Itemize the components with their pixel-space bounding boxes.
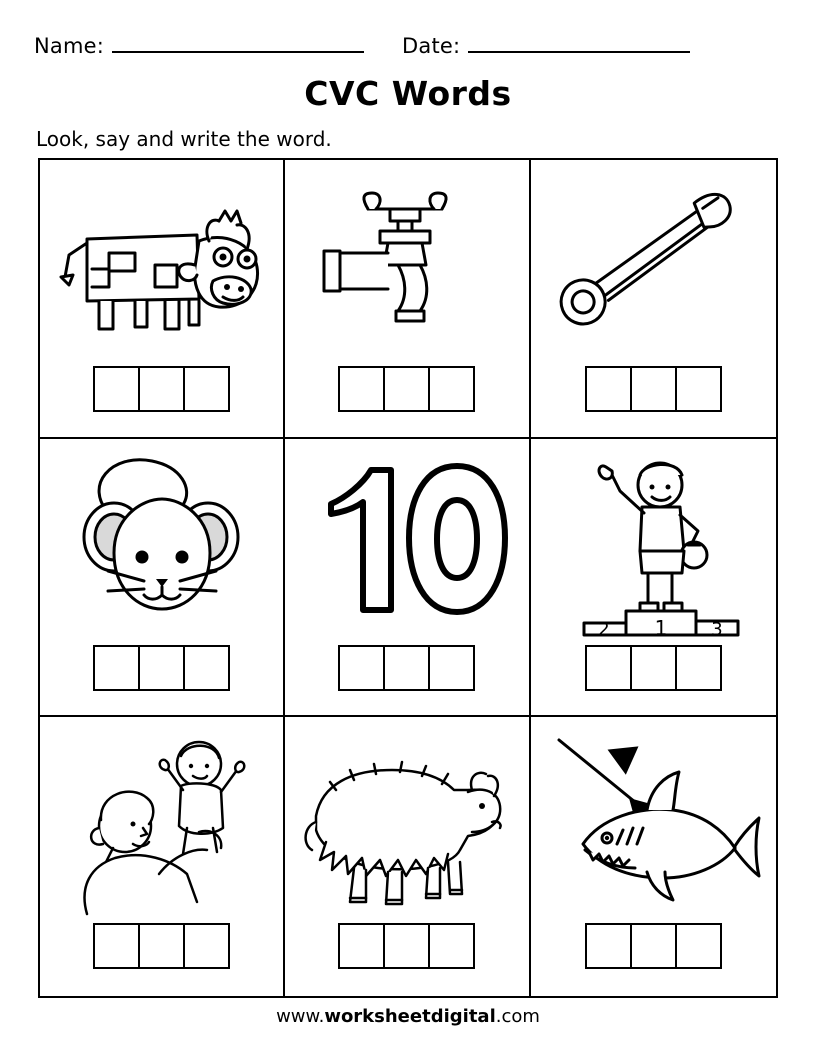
letter-box[interactable] <box>428 366 475 412</box>
letter-box[interactable] <box>338 366 385 412</box>
cow-icon <box>40 164 283 364</box>
letter-box[interactable] <box>585 366 632 412</box>
tap-icon <box>285 164 528 364</box>
letter-boxes <box>338 366 475 412</box>
yak-icon <box>285 721 528 921</box>
letter-box[interactable] <box>93 366 140 412</box>
letter-boxes <box>585 645 722 691</box>
letter-box[interactable] <box>383 645 430 691</box>
name-write-line[interactable] <box>112 50 364 53</box>
instruction-text: Look, say and write the word. <box>36 127 332 151</box>
worksheet-cell-rat <box>40 439 285 718</box>
letter-box[interactable] <box>183 923 230 969</box>
worksheet-cell-ten <box>285 439 530 718</box>
winner-podium-icon <box>531 443 776 643</box>
letter-box[interactable] <box>585 645 632 691</box>
letter-boxes <box>338 923 475 969</box>
letter-box[interactable] <box>428 645 475 691</box>
letter-boxes <box>585 923 722 969</box>
letter-box[interactable] <box>585 923 632 969</box>
footer-suffix: .com <box>495 1006 540 1027</box>
letter-box[interactable] <box>93 645 140 691</box>
mother-and-baby-icon <box>40 721 283 921</box>
footer-brand: worksheetdigital <box>324 1006 496 1027</box>
footer-website <box>0 1006 816 1027</box>
worksheet-cell-tap <box>285 160 530 439</box>
date-write-line[interactable] <box>468 50 690 53</box>
safety-pin-icon <box>531 164 776 364</box>
worksheet-cell-mum <box>40 717 285 996</box>
letter-box[interactable] <box>183 366 230 412</box>
worksheet-cell-fin <box>531 717 776 996</box>
letter-boxes <box>338 645 475 691</box>
letter-box[interactable] <box>675 923 722 969</box>
worksheet-grid <box>38 158 778 998</box>
date-label: Date: <box>402 34 461 58</box>
letter-boxes <box>93 366 230 412</box>
letter-box[interactable] <box>428 923 475 969</box>
name-date-row <box>34 34 782 58</box>
worksheet-cell-win <box>531 439 776 718</box>
letter-box[interactable] <box>383 923 430 969</box>
shark-fin-icon <box>531 721 776 921</box>
worksheet-cell-yak <box>285 717 530 996</box>
name-label: Name: <box>34 34 105 58</box>
rat-icon <box>40 443 283 643</box>
letter-boxes <box>93 923 230 969</box>
footer-prefix: www. <box>276 1006 325 1027</box>
letter-box[interactable] <box>138 645 185 691</box>
letter-boxes <box>93 645 230 691</box>
letter-box[interactable] <box>93 923 140 969</box>
svg-text:1: 1 <box>654 616 668 641</box>
number-ten-icon <box>285 443 528 643</box>
letter-box[interactable] <box>338 923 385 969</box>
letter-box[interactable] <box>138 923 185 969</box>
letter-box[interactable] <box>675 645 722 691</box>
letter-box[interactable] <box>338 645 385 691</box>
page-title: CVC Words <box>304 74 512 113</box>
worksheet-cell-cow <box>40 160 285 439</box>
worksheet-cell-pin <box>531 160 776 439</box>
letter-box[interactable] <box>675 366 722 412</box>
letter-box[interactable] <box>183 645 230 691</box>
letter-box[interactable] <box>630 645 677 691</box>
letter-box[interactable] <box>630 923 677 969</box>
letter-box[interactable] <box>383 366 430 412</box>
letter-box[interactable] <box>630 366 677 412</box>
svg-text:3: 3 <box>711 619 724 641</box>
letter-boxes <box>585 366 722 412</box>
svg-text:2: 2 <box>598 619 611 641</box>
letter-box[interactable] <box>138 366 185 412</box>
